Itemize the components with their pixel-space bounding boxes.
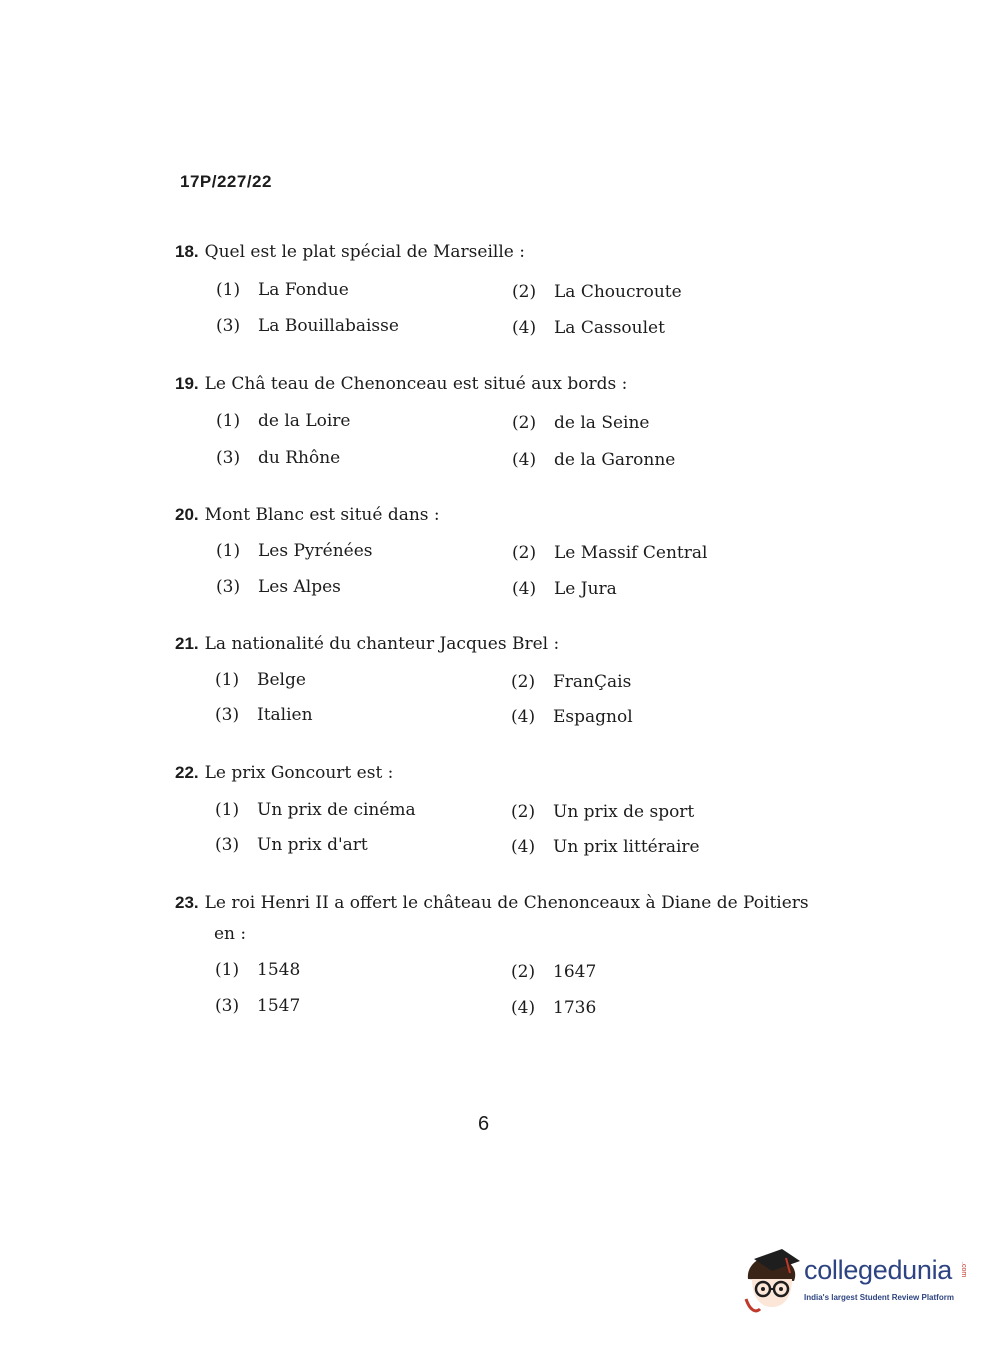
question-number: 22. bbox=[175, 763, 199, 782]
option-text: La Bouillabaisse bbox=[258, 316, 399, 336]
question-text: Le roi Henri II a offert le château de Chenonceaux à Diane de Poitiers bbox=[204, 893, 809, 913]
option-1 bbox=[215, 670, 306, 690]
question-text-continuation: en : bbox=[214, 924, 247, 944]
option-number: (4) bbox=[512, 318, 537, 338]
question-stem bbox=[175, 634, 559, 654]
question-number: 19. bbox=[175, 374, 199, 393]
question-code: 17P/227/22 bbox=[180, 172, 272, 191]
option-number: (4) bbox=[511, 837, 536, 857]
option-3 bbox=[215, 705, 313, 725]
option-number: (4) bbox=[511, 998, 536, 1018]
option-3 bbox=[215, 835, 368, 855]
option-text: de la Loire bbox=[258, 411, 351, 431]
option-number: (1) bbox=[216, 541, 241, 561]
option-number: (1) bbox=[216, 411, 241, 431]
option-text: Un prix de cinéma bbox=[257, 800, 416, 820]
brand-tagline: India's largest Student Review Platform bbox=[804, 1293, 954, 1302]
option-text: Italien bbox=[257, 705, 313, 725]
option-3 bbox=[215, 996, 300, 1016]
question-text: Mont Blanc est situé dans : bbox=[204, 505, 440, 525]
option-2 bbox=[512, 413, 649, 433]
option-2 bbox=[511, 962, 596, 982]
option-text: Le Massif Central bbox=[554, 543, 708, 563]
question-text: Le Châ teau de Chenonceau est situé aux bords : bbox=[204, 374, 628, 394]
option-text: Belge bbox=[257, 670, 306, 690]
option-number: (2) bbox=[511, 802, 536, 822]
option-text: Un prix littéraire bbox=[553, 837, 700, 857]
option-text: Le Jura bbox=[554, 579, 617, 599]
option-text: Les Pyrénées bbox=[258, 541, 373, 561]
option-4 bbox=[512, 450, 675, 470]
option-text: La Cassoulet bbox=[554, 318, 665, 338]
option-3 bbox=[216, 316, 399, 336]
option-number: (2) bbox=[512, 413, 537, 433]
option-number: (2) bbox=[511, 962, 536, 982]
question-text: Quel est le plat spécial de Marseille : bbox=[204, 242, 525, 262]
option-3 bbox=[216, 448, 340, 468]
question-number: 21. bbox=[175, 634, 199, 653]
option-1 bbox=[216, 280, 349, 300]
option-2 bbox=[512, 543, 707, 563]
question-number: 18. bbox=[175, 242, 199, 261]
option-number: (1) bbox=[216, 280, 241, 300]
option-4 bbox=[511, 707, 633, 727]
option-1 bbox=[215, 960, 300, 980]
option-number: (3) bbox=[216, 316, 241, 336]
option-text: du Rhône bbox=[258, 448, 341, 468]
option-text: Les Alpes bbox=[258, 577, 341, 597]
option-number: (2) bbox=[511, 672, 536, 692]
option-1 bbox=[216, 541, 373, 561]
option-number: (3) bbox=[215, 705, 240, 725]
collegedunia-watermark bbox=[742, 1249, 972, 1321]
option-number: (2) bbox=[512, 282, 537, 302]
option-text: 1547 bbox=[257, 996, 301, 1016]
brand-name: collegedunia bbox=[804, 1255, 953, 1285]
option-2 bbox=[511, 672, 631, 692]
option-number: (2) bbox=[512, 543, 537, 563]
option-text: 1736 bbox=[553, 998, 597, 1018]
option-2 bbox=[512, 282, 682, 302]
question-stem bbox=[175, 763, 393, 783]
option-4 bbox=[511, 998, 596, 1018]
page-number: 6 bbox=[478, 1113, 490, 1135]
question-stem bbox=[175, 374, 627, 394]
option-1 bbox=[215, 800, 416, 820]
question-text: La nationalité du chanteur Jacques Brel : bbox=[204, 634, 560, 654]
option-number: (3) bbox=[216, 577, 241, 597]
option-number: (1) bbox=[215, 960, 240, 980]
option-number: (3) bbox=[216, 448, 241, 468]
option-text: FranÇais bbox=[553, 672, 632, 692]
option-text: 1548 bbox=[257, 960, 301, 980]
option-text: 1647 bbox=[553, 962, 597, 982]
option-number: (3) bbox=[215, 835, 240, 855]
option-2 bbox=[511, 802, 694, 822]
option-4 bbox=[511, 837, 700, 857]
option-1 bbox=[216, 411, 350, 431]
option-number: (1) bbox=[215, 800, 240, 820]
mascot-icon bbox=[742, 1249, 802, 1315]
option-text: Un prix d'art bbox=[257, 835, 368, 855]
option-text: La Fondue bbox=[258, 280, 349, 300]
option-text: de la Garonne bbox=[554, 450, 676, 470]
question-stem bbox=[175, 505, 440, 525]
option-3 bbox=[216, 577, 341, 597]
option-number: (4) bbox=[512, 450, 537, 470]
question-number: 20. bbox=[175, 505, 199, 524]
option-number: (3) bbox=[215, 996, 240, 1016]
option-text: Espagnol bbox=[553, 707, 633, 727]
option-number: (4) bbox=[511, 707, 536, 727]
option-4 bbox=[512, 579, 617, 599]
question-stem bbox=[175, 893, 809, 913]
option-text: de la Seine bbox=[554, 413, 650, 433]
question-stem bbox=[175, 242, 525, 262]
option-text: Un prix de sport bbox=[553, 802, 695, 822]
question-number: 23. bbox=[175, 893, 199, 912]
option-4 bbox=[512, 318, 665, 338]
option-number: (1) bbox=[215, 670, 240, 690]
option-text: La Choucroute bbox=[554, 282, 682, 302]
brand-com: .com bbox=[960, 1262, 967, 1278]
option-number: (4) bbox=[512, 579, 537, 599]
question-text: Le prix Goncourt est : bbox=[204, 763, 394, 783]
